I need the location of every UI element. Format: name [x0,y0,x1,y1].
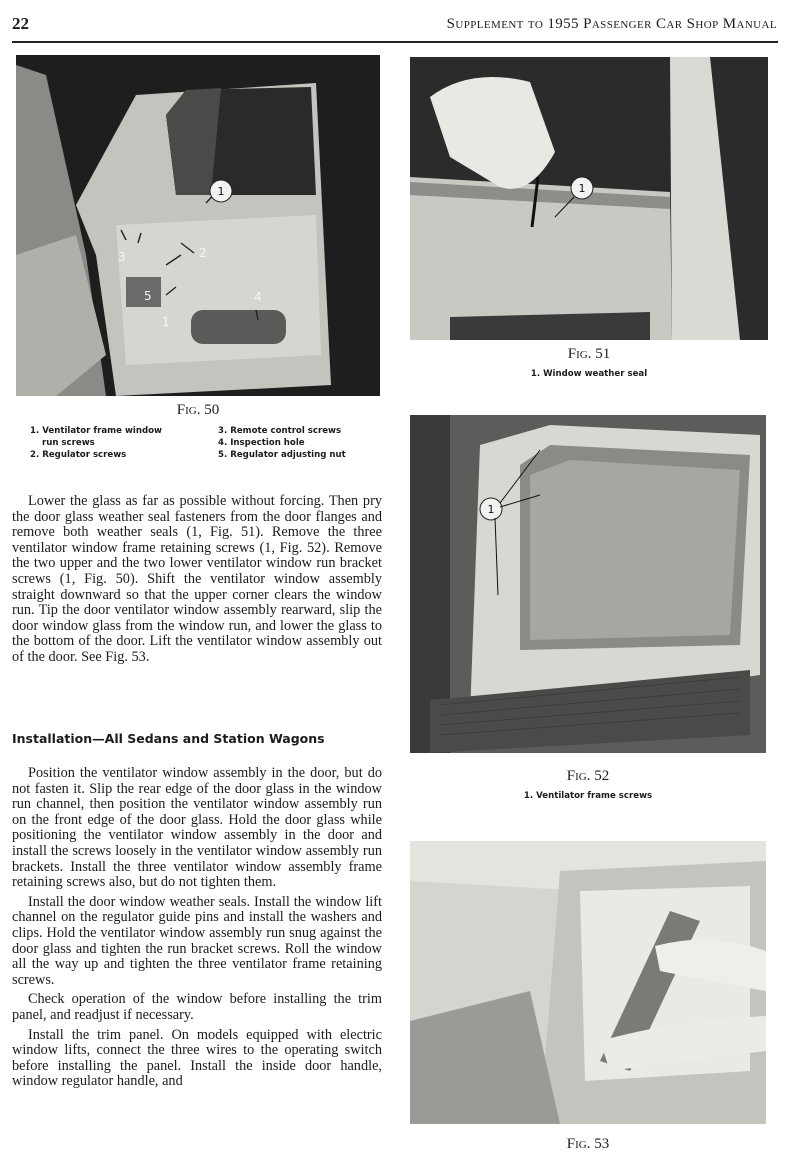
installation-heading: Installation—All Sedans and Station Wagons [12,731,325,746]
install-paragraph-4: Install the trim panel. On models equipped with electric window lifts, connect the three wires to the operating switch before installing the panel. Install the inside door handle, window regulator handle, and [12,1026,382,1090]
fig50-callout-2: 2 [199,246,207,260]
fig50-callout-4: 4 [254,290,262,304]
removal-paragraph: Lower the glass as far as possible without forcing. Then pry the door glass weather seal fasteners from the door flanges and remove both weather seals (1, Fig. 51). Remove the three ventilator window frame retaining screws (1, Fig. 52). Remove the two upper and the two lower ventilator window run bracket screws (1, Fig. 50). Shift the ventilator window assembly straight downward so that the upper corner clears the window run. Tip the door ventilator window assembly rearward, slip the door window glass from the window run, and lower the glass to the bottom of the door. Lift the ventilator window assembly out of the door. See Fig. 53. [12,493,382,665]
fig52-title: Fig. 52 [566,768,610,784]
fig50-legend-item-2: 2. Regulator screws [30,450,127,460]
fig50-callout-5: 5 [144,289,152,303]
fig50-legend-item-5: 5. Regulator adjusting nut [218,450,346,460]
fig50-legend-item-1: 1. Ventilator frame window run screws [30,426,162,448]
removal-text [12,494,382,666]
fig52-caption: 1. Ventilator frame screws [523,791,653,801]
fig50-legend-item-3: 3. Remote control screws [218,426,342,436]
fig50-photo [16,55,380,396]
fig50-legend-item-4: 4. Inspection hole [218,438,305,448]
fig50-legend [30,425,375,465]
page-header [12,14,777,40]
installation-text [12,766,382,1090]
install-paragraph-1: Position the ventilator window assembly in the door, but do not fasten it. Slip the rear edge of the door glass in the window run channel, then position the ventilator window assembly run on the front edge of the door glass. Hold the door glass while positioning the ventilator window assembly in the door and install the screws loosely in the ventilator window assembly run brackets. Install the three ventilator window assembly frame retaining screws also, but do not tighten them. [12,765,382,891]
header-rule [12,41,778,43]
running-head: Supplement to 1955 Passenger Car Shop Manual [446,16,777,32]
fig51-title: Fig. 51 [567,346,611,362]
install-paragraph-3: Check operation of the window before installing the trim panel, and readjust if necessary. [12,991,382,1023]
fig52-callout-1: 1 [487,503,495,516]
page-number: 22 [12,14,29,33]
fig51-photo [410,57,768,340]
fig50-title: Fig. 50 [176,402,220,418]
fig50-callout-3: 3 [118,250,126,264]
install-paragraph-2: Install the door window weather seals. Install the window lift channel on the regulator guide pins and install the washers and clips. Hold the ventilator window assembly run snug against the door glass and tighten the run bracket screws. Roll the window all the way up and tighten the three ventilator frame retaining screws. [12,893,382,988]
fig53-title: Fig. 53 [566,1136,610,1152]
fig51-callout-1: 1 [578,182,586,195]
fig51-caption: 1. Window weather seal [530,369,648,379]
fig52-photo [410,415,766,753]
fig50-callout-1b: 1 [162,315,170,329]
fig50-callout-1: 1 [217,185,225,198]
fig53-photo [410,841,766,1124]
